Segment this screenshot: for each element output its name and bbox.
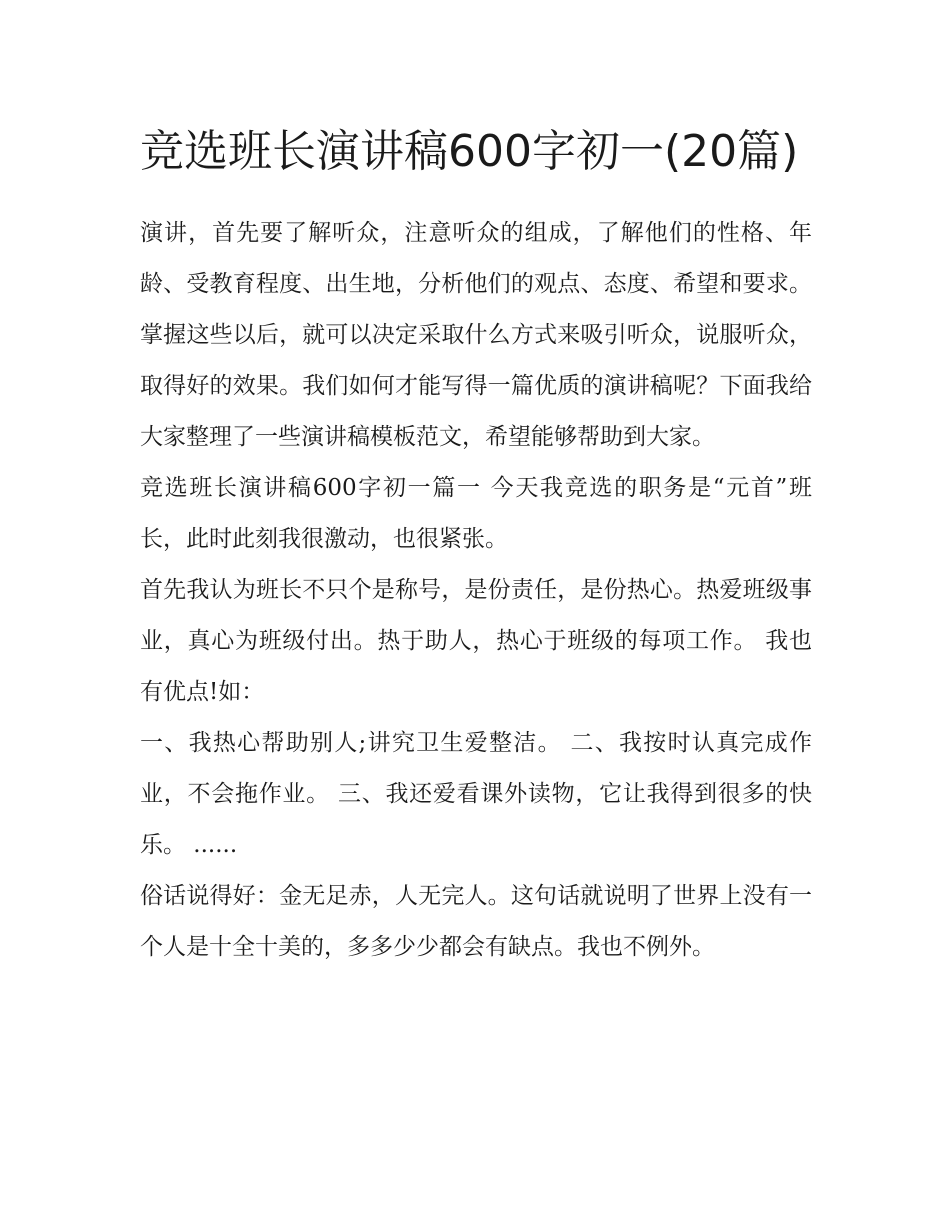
- document-title: 竞选班长演讲稿600字初一(20篇): [140, 126, 799, 177]
- paragraph-responsibility: 首先我认为班长不只个是称号，是份责任，是份热心。热爱班级事业，真心为班级付出。热于助人，热心于班级的每项工作。 我也有优点!如：: [140, 577, 812, 705]
- paragraph-intro: 演讲，首先要了解听众，注意听众的组成，了解他们的性格、年龄、受教育程度、出生地，分析他们的观点、态度、希望和要求。掌握这些以后，就可以决定采取什么方式来吸引听众，说服听众，取得好的效果。我们如何才能写得一篇优质的演讲稿呢？下面我给大家整理了一些演讲稿模板范文，希望能够帮助到大家。: [140, 220, 812, 450]
- paragraph-speech-opening: 竞选班长演讲稿600字初一篇一 今天我竞选的职务是“元首”班长，此时此刻我很激动，也很紧张。: [140, 475, 812, 552]
- paragraph-strengths: 一、我热心帮助别人;讲究卫生爱整洁。 二、我按时认真完成作业，不会拖作业。 三、我还爱看课外读物，它让我得到很多的快乐。 ......: [140, 730, 812, 858]
- paragraph-proverb: 俗话说得好：金无足赤，人无完人。这句话就说明了世界上没有一个人是十全十美的，多多少少都会有缺点。我也不例外。: [140, 883, 812, 960]
- document-page: [140, 118, 812, 973]
